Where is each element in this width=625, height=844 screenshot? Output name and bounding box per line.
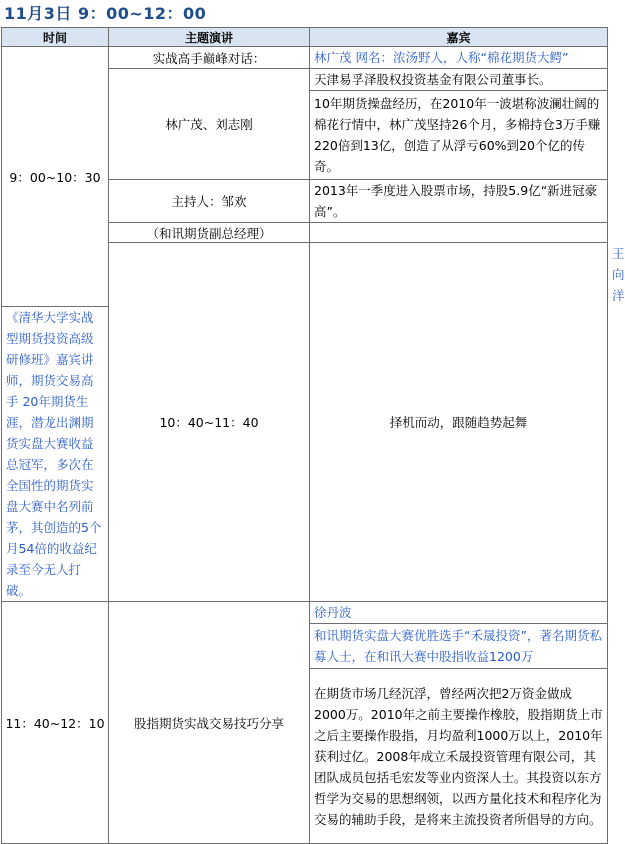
guest-intro: 和讯期货实盘大赛优胜选手“禾晟投资”，著名期货私募人士，在和讯大赛中股指收益1200万 <box>310 624 608 669</box>
schedule-table <box>1 27 625 844</box>
col-header-time: 时间 <box>2 28 109 47</box>
guest-bio: 10年期货操盘经历，在2010年一波堪称波澜壮阔的棉花行情中，林广茂坚持26个月，多棉持仓3万手赚220倍到13亿，创造了从浮亏60%到20个亿的传奇。 <box>310 91 608 180</box>
guest-bio: 在期货市场几经沉浮，曾经两次把2万资金做成2000万。2010年之前主要操作橡胶，股指期货上市之后主要操作股指，月均盈利1000万以上，2010年获利过亿。2008年成立禾晟投资管理有限公司，其团队成员包括毛宏发等业内资深人士。其投资以东方哲学为交易的思想纲领，以西方量化技术和程序化为交易的辅助手段，是将来主流投资者所倡导的方向。 <box>310 669 608 844</box>
guest-intro: 林广茂 网名：浓汤野人，人称“棉花期货大鳄” <box>310 47 608 69</box>
session-time: 10：40~11：40 <box>109 243 310 602</box>
session-time: 11：40~12：10 <box>2 602 109 844</box>
table-row: 10：40~11：40 择机而动，跟随趋势起舞 王向洋 <box>2 243 608 307</box>
host-bio: 2013年一季度进入股票市场，持股5.9亿“新进冠豪高”。 <box>310 180 608 223</box>
date-header: 11月3日 9：00~12：00 <box>4 4 207 23</box>
session-speakers: 林广茂、刘志刚 <box>109 69 310 180</box>
col-header-topic: 主题演讲 <box>109 28 310 47</box>
empty-cell <box>310 223 608 243</box>
guest-bio: 《清华大学实战型期货投资高级研修班》嘉宾讲师，期货交易高手 20年期货生涯，潜龙出渊期货实盘大赛收益总冠军，多次在全国性的期货实盘大赛中名列前茅，其创造的5个月54倍的收益纪录至今无人打破。 <box>2 307 109 602</box>
session-topic: 实战高手巅峰对话： <box>109 47 310 69</box>
guest-name: 徐丹波 <box>310 602 608 624</box>
session-topic: 择机而动，跟随趋势起舞 <box>310 243 608 602</box>
host-title: （和讯期货副总经理） <box>109 223 310 243</box>
table-row <box>2 47 608 69</box>
col-header-guest: 嘉宾 <box>310 28 608 47</box>
header-row <box>2 28 608 47</box>
guest-title: 天津易孚泽股权投资基金有限公司董事长。 <box>310 69 608 91</box>
session-time: 9：00~10：30 <box>2 47 109 307</box>
session-topic: 股指期货实战交易技巧分享 <box>109 602 310 844</box>
table-row <box>2 602 608 624</box>
session-host: 主持人：邹欢 <box>109 180 310 223</box>
